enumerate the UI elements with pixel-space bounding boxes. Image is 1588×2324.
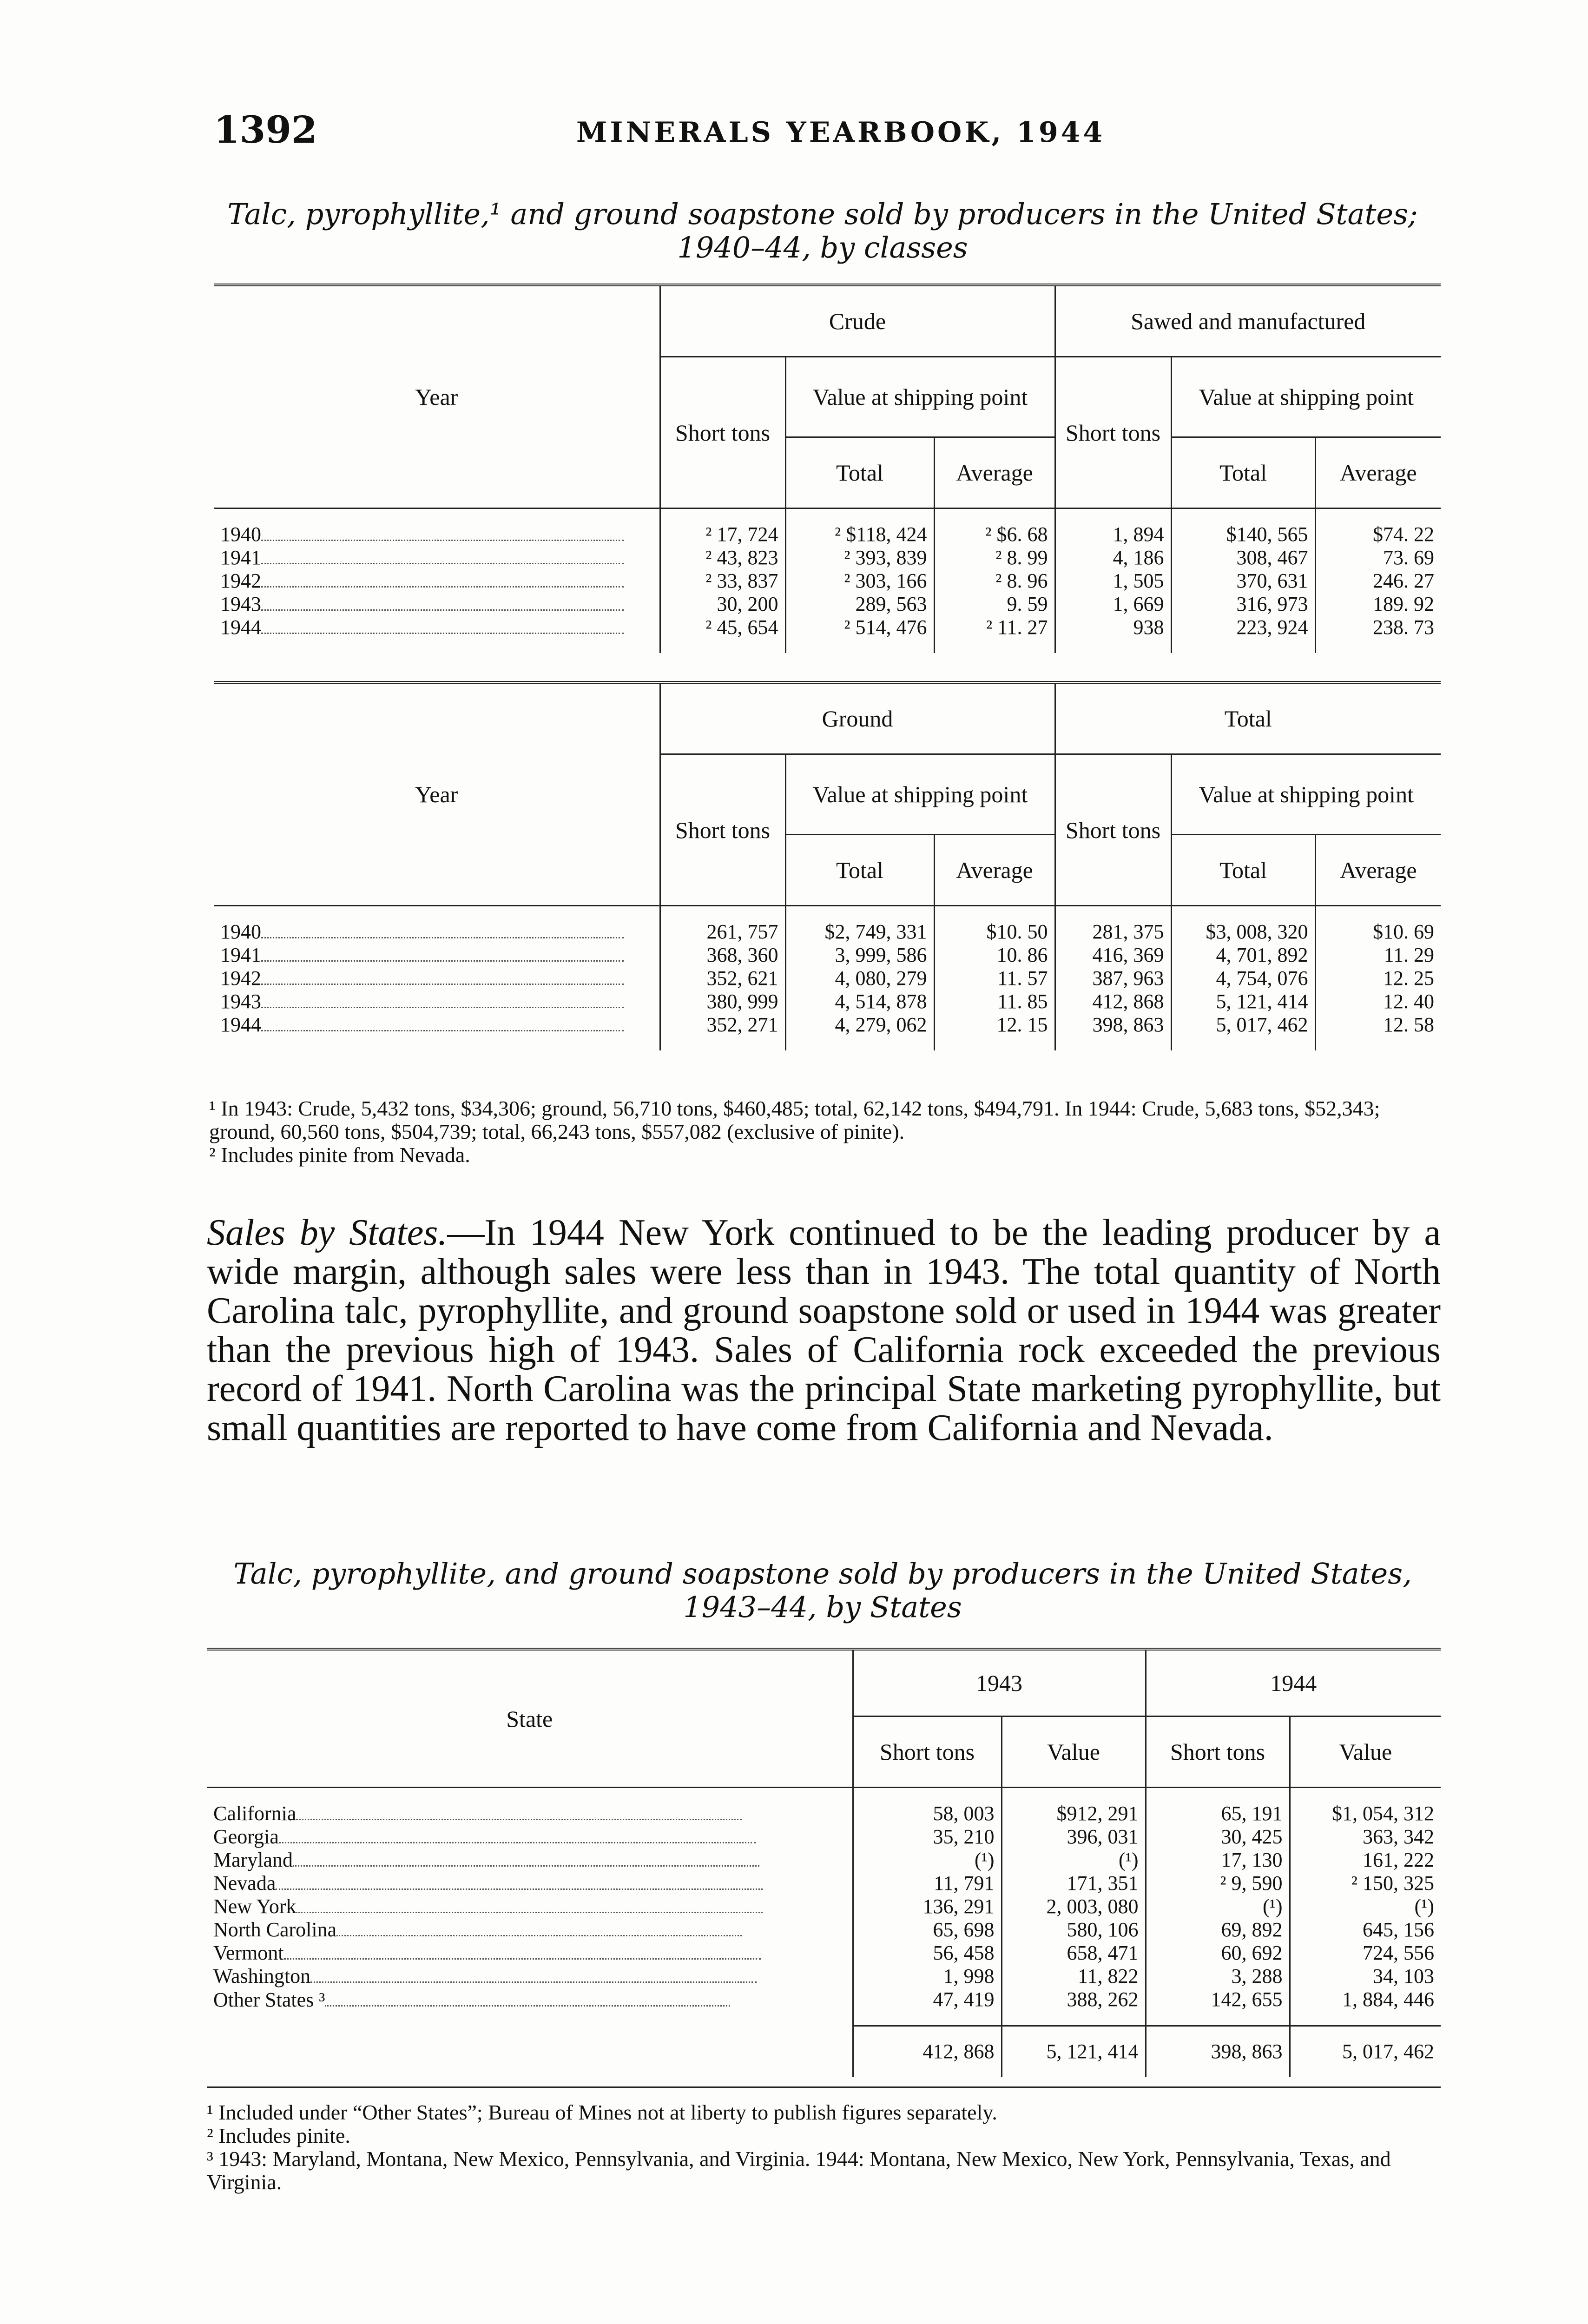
- value-cell: 58, 003: [853, 1788, 1002, 1826]
- value-cell: ² 45, 654: [660, 616, 785, 653]
- table1-caption: [204, 198, 1441, 264]
- table1-part1-body: [214, 508, 1441, 654]
- value-cell: ² 43, 823: [660, 546, 785, 569]
- table-row: [214, 569, 1441, 593]
- value-cell: 580, 106: [1002, 1918, 1146, 1941]
- table-row: [207, 1849, 1441, 1872]
- table2-body: [207, 1788, 1441, 2026]
- value-cell: 60, 692: [1146, 1941, 1290, 1965]
- state-cell: California: [207, 1788, 853, 1826]
- short-tons-header: Short tons: [660, 357, 785, 508]
- state-cell: Georgia: [207, 1825, 853, 1849]
- table2-caption: [204, 1557, 1441, 1624]
- year-1944-header: 1944: [1146, 1649, 1441, 1717]
- value-header: Value: [1002, 1717, 1146, 1788]
- value-cell: 380, 999: [660, 990, 785, 1013]
- value-cell: 1, 998: [853, 1965, 1002, 1988]
- value-cell: 1, 669: [1055, 593, 1171, 616]
- value-cell: 387, 963: [1055, 967, 1171, 990]
- state-cell: Vermont: [207, 1941, 853, 1965]
- table2-footnote-3: ³ 1943: Maryland, Montana, New Mexico, Pennsylvania, and Virginia. 1944: Montana, New Mexico, New York, Pennsylvania, Texas, and Virginia.: [207, 2147, 1391, 2194]
- state-cell: North Carolina: [207, 1918, 853, 1941]
- value-cell: 281, 375: [1055, 906, 1171, 944]
- value-cell: 1, 884, 446: [1290, 1988, 1441, 2026]
- table-row: [214, 967, 1441, 990]
- state-cell: Nevada: [207, 1872, 853, 1895]
- value-cell: 11. 29: [1315, 944, 1441, 967]
- value-cell: ² 9, 590: [1146, 1872, 1290, 1895]
- value-cell: 3, 288: [1146, 1965, 1290, 1988]
- value-cell: 363, 342: [1290, 1825, 1441, 1849]
- value-cell: 5, 121, 414: [1171, 990, 1315, 1013]
- total-group-header: Total: [1055, 682, 1441, 754]
- table-row: [214, 1013, 1441, 1050]
- value-cell: 724, 556: [1290, 1941, 1441, 1965]
- value-cell: 11, 822: [1002, 1965, 1146, 1988]
- year-cell: 1941: [214, 944, 660, 967]
- table2-caption-line2: 1943–44, by States: [683, 1590, 962, 1624]
- average-header: Average: [934, 437, 1055, 508]
- value-header: Value at shipping point: [1171, 357, 1441, 437]
- year-cell: 1943: [214, 990, 660, 1013]
- value-cell: 938: [1055, 616, 1171, 653]
- state-cell: Other States ³: [207, 1988, 853, 2026]
- total-header: Total: [1171, 437, 1315, 508]
- value-cell: 352, 621: [660, 967, 785, 990]
- value-cell: 396, 031: [1002, 1825, 1146, 1849]
- table2: [207, 1648, 1441, 2088]
- value-cell: 11, 791: [853, 1872, 1002, 1895]
- table1-caption-line1: Talc, pyrophyllite,¹ and ground soapstone sold by producers in the United States;: [227, 197, 1418, 231]
- value-cell: 416, 369: [1055, 944, 1171, 967]
- value-cell: (¹): [853, 1849, 1002, 1872]
- short-tons-header: Short tons: [1055, 754, 1171, 906]
- value-cell: 645, 156: [1290, 1918, 1441, 1941]
- value-cell: 4, 754, 076: [1171, 967, 1315, 990]
- value-cell: $10. 69: [1315, 906, 1441, 944]
- value-cell: 289, 563: [785, 593, 934, 616]
- value-cell: 368, 360: [660, 944, 785, 967]
- value-cell: 3, 999, 586: [785, 944, 934, 967]
- table1-caption-line2: 1940–44, by classes: [677, 231, 968, 264]
- table-row: [207, 1895, 1441, 1918]
- table2-footnote-2: ² Includes pinite.: [207, 2124, 350, 2147]
- value-cell: 65, 698: [853, 1918, 1002, 1941]
- table-row: [214, 990, 1441, 1013]
- sales-by-states-paragraph: [207, 1213, 1441, 1447]
- year-cell: 1944: [214, 1013, 660, 1050]
- value-cell: ² $6. 68: [934, 508, 1055, 547]
- value-cell: 316, 973: [1171, 593, 1315, 616]
- value-cell: 35, 210: [853, 1825, 1002, 1849]
- value-cell: $140, 565: [1171, 508, 1315, 547]
- value-cell: 12. 58: [1315, 1013, 1441, 1050]
- short-tons-header: Short tons: [853, 1717, 1002, 1788]
- table2-footnotes: [207, 2101, 1441, 2194]
- year-1943-header: 1943: [853, 1649, 1146, 1717]
- year-cell: 1943: [214, 593, 660, 616]
- year-header: Year: [214, 682, 660, 906]
- table2-footnote-1: ¹ Included under “Other States”; Bureau of Mines not at liberty to publish figures separately.: [207, 2100, 997, 2124]
- total-header: Total: [785, 437, 934, 508]
- value-cell: 398, 863: [1055, 1013, 1171, 1050]
- page-number: 1392: [214, 108, 317, 152]
- total-header: Total: [1171, 835, 1315, 906]
- value-cell: $10. 50: [934, 906, 1055, 944]
- table-row: [207, 1988, 1441, 2026]
- table-row: [214, 616, 1441, 653]
- year-cell: 1940: [214, 508, 660, 547]
- value-cell: 65, 191: [1146, 1788, 1290, 1826]
- value-cell: (¹): [1146, 1895, 1290, 1918]
- value-cell: 261, 757: [660, 906, 785, 944]
- short-tons-header: Short tons: [660, 754, 785, 906]
- paragraph-lead: Sales by States.: [207, 1212, 448, 1253]
- total-cell: 5, 017, 462: [1290, 2026, 1441, 2077]
- year-header: Year: [214, 285, 660, 508]
- value-cell: 352, 271: [660, 1013, 785, 1050]
- table-row: [207, 1965, 1441, 1988]
- state-header: State: [207, 1649, 853, 1788]
- table-row: [214, 593, 1441, 616]
- table1-footnotes: [209, 1097, 1441, 1167]
- value-cell: 189. 92: [1315, 593, 1441, 616]
- short-tons-header: Short tons: [1146, 1717, 1290, 1788]
- value-header: Value at shipping point: [785, 754, 1055, 835]
- total-header: Total: [785, 835, 934, 906]
- value-cell: 161, 222: [1290, 1849, 1441, 1872]
- value-cell: 1, 894: [1055, 508, 1171, 547]
- table2-total-row: [207, 2026, 1441, 2077]
- value-cell: 30, 425: [1146, 1825, 1290, 1849]
- value-cell: 1, 505: [1055, 569, 1171, 593]
- table-row: [214, 944, 1441, 967]
- value-cell: 10. 86: [934, 944, 1055, 967]
- table1-footnote-1: ¹ In 1943: Crude, 5,432 tons, $34,306; ground, 56,710 tons, $460,485; total, 62,142 tons, $494,791. In 1944: Crude, 5,683 tons, $52,343; ground, 60,560 tons, $504,739; total, 66,243 tons, $557,082 (exclusive of pinite).: [209, 1096, 1380, 1143]
- value-cell: 171, 351: [1002, 1872, 1146, 1895]
- value-cell: 658, 471: [1002, 1941, 1146, 1965]
- value-cell: ² 11. 27: [934, 616, 1055, 653]
- value-cell: ² 17, 724: [660, 508, 785, 547]
- value-cell: 2, 003, 080: [1002, 1895, 1146, 1918]
- year-cell: 1941: [214, 546, 660, 569]
- state-cell: Maryland: [207, 1849, 853, 1872]
- value-cell: $3, 008, 320: [1171, 906, 1315, 944]
- value-cell: 308, 467: [1171, 546, 1315, 569]
- value-cell: $912, 291: [1002, 1788, 1146, 1826]
- table2-caption-line1: Talc, pyrophyllite, and ground soapstone sold by producers in the United States,: [233, 1557, 1412, 1591]
- total-cell: 412, 868: [853, 2026, 1002, 2077]
- value-cell: 4, 514, 878: [785, 990, 934, 1013]
- year-cell: 1942: [214, 569, 660, 593]
- value-cell: $2, 749, 331: [785, 906, 934, 944]
- year-cell: 1942: [214, 967, 660, 990]
- table-row: [207, 1872, 1441, 1895]
- value-header: Value at shipping point: [785, 357, 1055, 437]
- short-tons-header: Short tons: [1055, 357, 1171, 508]
- table1-part1: [214, 284, 1441, 653]
- value-cell: 238. 73: [1315, 616, 1441, 653]
- value-cell: 388, 262: [1002, 1988, 1146, 2026]
- value-cell: 56, 458: [853, 1941, 1002, 1965]
- value-cell: ² 150, 325: [1290, 1872, 1441, 1895]
- value-cell: 246. 27: [1315, 569, 1441, 593]
- state-cell: Washington: [207, 1965, 853, 1988]
- value-cell: ² 303, 166: [785, 569, 934, 593]
- value-cell: ² 514, 476: [785, 616, 934, 653]
- value-header: Value: [1290, 1717, 1441, 1788]
- year-cell: 1940: [214, 906, 660, 944]
- value-cell: ² 8. 99: [934, 546, 1055, 569]
- value-cell: 11. 85: [934, 990, 1055, 1013]
- table-row: [207, 1941, 1441, 1965]
- value-cell: 17, 130: [1146, 1849, 1290, 1872]
- table-row: [207, 1825, 1441, 1849]
- value-cell: ² 393, 839: [785, 546, 934, 569]
- average-header: Average: [1315, 437, 1441, 508]
- value-cell: 73. 69: [1315, 546, 1441, 569]
- value-header: Value at shipping point: [1171, 754, 1441, 835]
- value-cell: 4, 701, 892: [1171, 944, 1315, 967]
- value-cell: ² 33, 837: [660, 569, 785, 593]
- ground-header: Ground: [660, 682, 1055, 754]
- value-cell: $1, 054, 312: [1290, 1788, 1441, 1826]
- table-row: [207, 1918, 1441, 1941]
- value-cell: 4, 186: [1055, 546, 1171, 569]
- value-cell: 142, 655: [1146, 1988, 1290, 2026]
- value-cell: 4, 080, 279: [785, 967, 934, 990]
- value-cell: 5, 017, 462: [1171, 1013, 1315, 1050]
- crude-header: Crude: [660, 285, 1055, 357]
- value-cell: 412, 868: [1055, 990, 1171, 1013]
- value-cell: $74. 22: [1315, 508, 1441, 547]
- value-cell: 69, 892: [1146, 1918, 1290, 1941]
- total-cell: 5, 121, 414: [1002, 2026, 1146, 2077]
- table-row: [214, 546, 1441, 569]
- value-cell: ² 8. 96: [934, 569, 1055, 593]
- state-cell: New York: [207, 1895, 853, 1918]
- value-cell: 136, 291: [853, 1895, 1002, 1918]
- value-cell: 30, 200: [660, 593, 785, 616]
- value-cell: 12. 15: [934, 1013, 1055, 1050]
- average-header: Average: [934, 835, 1055, 906]
- table-row: [214, 906, 1441, 944]
- running-head: MINERALS YEARBOOK, 1944: [576, 116, 1106, 149]
- value-cell: ² $118, 424: [785, 508, 934, 547]
- table-row: [207, 1788, 1441, 1826]
- value-cell: (¹): [1290, 1895, 1441, 1918]
- value-cell: 34, 103: [1290, 1965, 1441, 1988]
- table1-footnote-2: ² Includes pinite from Nevada.: [209, 1143, 470, 1167]
- table-row: [214, 508, 1441, 547]
- paragraph-text: —In 1944 New York continued to be the leading producer by a wide margin, although sales were less than in 1943. The total quantity of North Carolina talc, pyrophyllite, and ground soapstone sold or used in 1944 was greater than the previous high of 1943. Sales of California rock exceeded the previous record of 1941. North Carolina was the principal State marketing pyrophyllite, but small quantities are reported to have come from California and Nevada.: [207, 1212, 1441, 1448]
- value-cell: 4, 279, 062: [785, 1013, 934, 1050]
- year-cell: 1944: [214, 616, 660, 653]
- average-header: Average: [1315, 835, 1441, 906]
- table1-part2: [214, 681, 1441, 1050]
- sawed-header: Sawed and manufactured: [1055, 285, 1441, 357]
- value-cell: 47, 419: [853, 1988, 1002, 2026]
- total-cell: 398, 863: [1146, 2026, 1290, 2077]
- table1-part2-body: [214, 906, 1441, 1051]
- value-cell: 223, 924: [1171, 616, 1315, 653]
- value-cell: 12. 40: [1315, 990, 1441, 1013]
- value-cell: 11. 57: [934, 967, 1055, 990]
- value-cell: 12. 25: [1315, 967, 1441, 990]
- value-cell: (¹): [1002, 1849, 1146, 1872]
- value-cell: 9. 59: [934, 593, 1055, 616]
- value-cell: 370, 631: [1171, 569, 1315, 593]
